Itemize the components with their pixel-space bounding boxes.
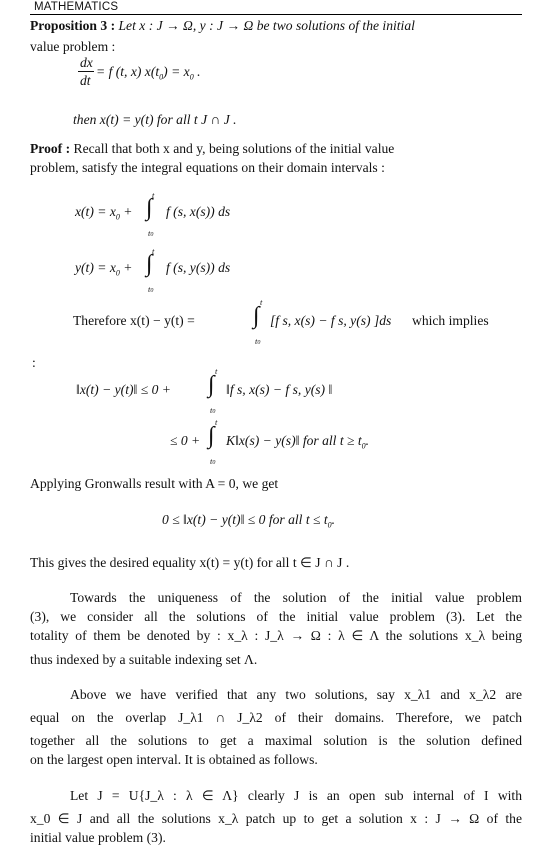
para3-line-3: initial value problem (3). [30, 830, 166, 845]
para3-line-2: x_0 ∈ J and all the solutions x_λ patch up to get a solution x : J → Ω of the [30, 811, 522, 826]
gronwall-line: Applying Gronwalls result with A = 0, we get [30, 476, 279, 491]
therefore-lhs: Therefore x(t) − y(t) = [73, 313, 195, 328]
ode-rhs-sub: 0 [159, 72, 164, 82]
eq-y-lower [148, 284, 153, 294]
ode-fraction-bar [78, 71, 94, 72]
ineq2-end: . [365, 433, 370, 448]
ode-rhs-end: ) = x [163, 64, 190, 79]
ode-rhs-end-sub: 0 [189, 72, 194, 82]
therefore-tail: which implies [412, 313, 489, 328]
eq-y-lower-sub: 0 [150, 288, 154, 294]
eq-y-integrand: f (s, y(s)) ds [166, 260, 231, 275]
gronwall-equation [162, 512, 335, 530]
ineq2-upper: t [215, 417, 218, 427]
eq-y-integral-icon: ∫ [146, 251, 153, 277]
ode-dx: dx [80, 55, 93, 70]
ineq1-lower-sub: 0 [212, 409, 216, 415]
para2-line-1: Above we have verified that any two solutions, say x_λ1 and x_λ2 are [70, 687, 522, 702]
ineq1-upper: t [215, 366, 218, 376]
para1-line-1: Towards the uniqueness of the solution of the initial value problem [70, 590, 522, 605]
ineq1-lower-t: t [210, 405, 213, 415]
ode-rhs-main: = f (t, x) x(t [96, 64, 160, 79]
colon-mark: : [32, 355, 36, 370]
ode-rhs [96, 64, 200, 82]
header-rule [30, 14, 522, 15]
eq-y-lower-t: t [148, 284, 151, 294]
eq-x-lhs-text: x(t) = x [75, 204, 116, 219]
ode-dt: dt [80, 73, 91, 88]
gronwall-eq-sub: 0 [327, 520, 332, 530]
proposition-label: Proposition 3 : [30, 18, 116, 33]
para1-line-2: (3), we consider all the solutions of the initial value problem (3). Let the [30, 609, 522, 624]
ineq2-integral-icon: ∫ [208, 423, 215, 449]
ineq2-lower [210, 456, 215, 466]
therefore-upper: t [260, 297, 263, 307]
eq-x-lower-sub: 0 [150, 232, 154, 238]
eq-x-upper: t [152, 190, 155, 200]
para1-line-3: totality of them be denoted by : x_λ : J_λ → Ω : λ ∈ Λ the solutions x_λ being [30, 628, 522, 643]
para2-line-2: equal on the overlap J_λ1 ∩ J_λ2 of their domains. Therefore, we patch [30, 710, 522, 725]
ode-rhs-dot: . [193, 64, 201, 79]
proposition-line-1 [30, 18, 415, 34]
therefore-lower-sub: 0 [257, 340, 261, 346]
para1-line-4: thus indexed by a suitable indexing set Λ. [30, 652, 258, 667]
eq-y-sub: 0 [115, 268, 120, 278]
ineq2-lower-sub: 0 [212, 460, 216, 466]
therefore-lower-t: t [255, 336, 258, 346]
eq-x-integrand: f (s, x(s)) ds [166, 204, 231, 219]
proof-label: Proof : [30, 141, 71, 156]
equality-line: This gives the desired equality x(t) = y(t) for all t ∈ J ∩ J . [30, 555, 350, 570]
eq-y-lhs [75, 260, 132, 278]
ineq2-lower-t: t [210, 456, 213, 466]
ineq1-integral-icon: ∫ [208, 372, 215, 398]
proposition-statement: Let x : J → Ω, y : J → Ω be two solutions of the initial [118, 18, 415, 33]
eq-y-lhs-text: y(t) = x [75, 260, 116, 275]
eq-y-plus: + [123, 260, 133, 275]
section-header: MATHEMATICS [34, 1, 119, 13]
ineq2-integrand [226, 433, 369, 451]
proof-text-1: Recall that both x and y, being solutions of the initial value [73, 141, 395, 156]
para3-line-1: Let J = U{J_λ : λ ∈ Λ} clearly J is an open sub internal of I with [70, 788, 522, 803]
ineq2-lhs: ≤ 0 + [170, 433, 201, 448]
eq-x-integral-icon: ∫ [146, 195, 153, 221]
ineq1-integrand: ‖f s, x(s) − f s, y(s) ‖ [226, 382, 333, 397]
therefore-integrand: [f s, x(s) − f s, y(s) ]ds [270, 313, 392, 328]
eq-y-upper: t [152, 246, 155, 256]
proposition-line-2: value problem : [30, 39, 116, 54]
para2-line-3: together all the solutions to get a maximal solution is the solution defined [30, 733, 522, 748]
ineq1-lower [210, 405, 215, 415]
therefore-lower [255, 336, 260, 346]
eq-x-plus: + [123, 204, 133, 219]
proof-line-2: problem, satisfy the integral equations on their domain intervals : [30, 160, 385, 175]
ineq1-lhs: ‖x(t) − y(t)‖ ≤ 0 + [76, 382, 171, 397]
proposition-conclusion: then x(t) = y(t) for all t J ∩ J . [73, 112, 237, 127]
therefore-integral-icon: ∫ [253, 303, 260, 329]
ineq2-integrand-text: K‖x(s) − y(s)‖ for all t ≥ t [226, 433, 362, 448]
eq-x-lhs [75, 204, 132, 222]
eq-x-sub: 0 [115, 212, 120, 222]
eq-x-lower [148, 228, 153, 238]
ineq2-sub: 0 [361, 441, 366, 451]
proof-line-1 [30, 141, 394, 157]
eq-x-lower-t: t [148, 228, 151, 238]
gronwall-eq-text: 0 ≤ ‖x(t) − y(t)‖ ≤ 0 for all t ≤ t [162, 512, 328, 527]
para2-line-4: on the largest open interval. It is obtained as follows. [30, 752, 318, 767]
gronwall-eq-end: . [331, 512, 336, 527]
